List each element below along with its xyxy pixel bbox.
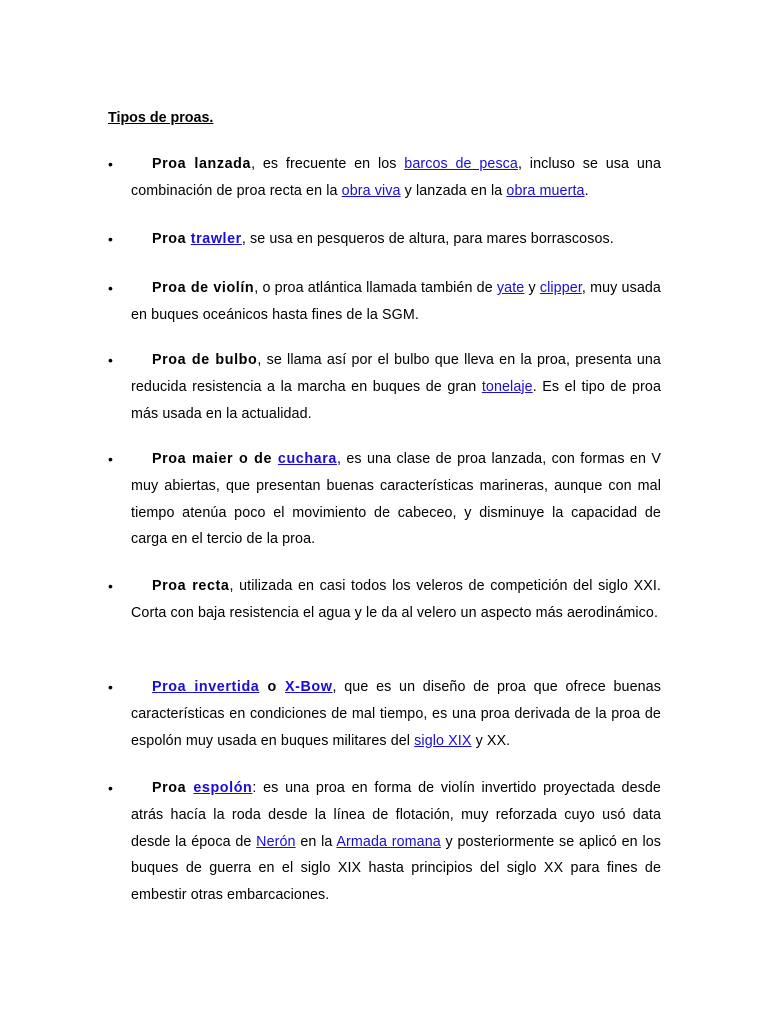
list-item-espolon bbox=[108, 775, 661, 909]
bold-text: Proa de bulbo bbox=[152, 352, 258, 368]
list-item-lanzada bbox=[108, 151, 661, 205]
bold-text: Proa recta bbox=[152, 578, 230, 594]
list-item-trawler bbox=[108, 226, 661, 253]
link-yate[interactable]: yate bbox=[496, 280, 525, 296]
list-item-text bbox=[131, 775, 661, 909]
link-trawler[interactable]: trawler bbox=[190, 231, 242, 247]
bullet-icon: • bbox=[108, 280, 113, 296]
list-item-text bbox=[131, 275, 661, 329]
list-item-text bbox=[131, 151, 661, 205]
document-title: Tipos de proas. bbox=[108, 110, 214, 126]
body-text: y bbox=[524, 280, 540, 296]
body-text: y XX. bbox=[471, 732, 511, 749]
body-text: . Es el tipo de proa más usada en la actualidad. bbox=[131, 378, 661, 422]
list-item-text bbox=[131, 226, 661, 253]
bullet-icon: • bbox=[108, 156, 113, 172]
link-obra-viva[interactable]: obra viva bbox=[341, 182, 401, 199]
list-item-text bbox=[131, 347, 661, 427]
bold-text: Proa lanzada bbox=[152, 156, 252, 172]
list-item-bulbo bbox=[108, 347, 661, 427]
list-item-maier bbox=[108, 446, 661, 553]
list-item-invertida bbox=[108, 674, 661, 754]
link-x-bow[interactable]: X-Bow bbox=[285, 679, 333, 695]
bold-text: Proa bbox=[152, 780, 194, 796]
list-item-recta bbox=[108, 573, 661, 627]
body-text: , incluso se usa una combinación de proa recta en la bbox=[131, 156, 661, 199]
link-armada-romana[interactable]: Armada romana bbox=[336, 833, 441, 850]
body-text: y lanzada en la bbox=[400, 182, 507, 199]
body-text: , se usa en pesqueros de altura, para mares borrascosos. bbox=[241, 231, 614, 247]
body-text: , es una clase de proa lanzada, con formas en V muy abiertas, que presentan buenas características marineras, aunque con mal tiempo atenúa poco el movimiento de cabeceo, y disminuye la capacidad de carga en el tercio de la proa. bbox=[131, 451, 662, 548]
bullet-icon: • bbox=[108, 578, 113, 594]
link-proa-invertida[interactable]: Proa invertida bbox=[152, 679, 260, 695]
link-espolón[interactable]: espolón bbox=[193, 780, 253, 796]
bullet-icon: • bbox=[108, 231, 113, 247]
list-item-text bbox=[131, 674, 661, 754]
body-text: , o proa atlántica llamada también de bbox=[254, 280, 497, 296]
body-text: , muy usada en buques oceánicos hasta fines de la SGM. bbox=[131, 280, 661, 323]
bullet-icon: • bbox=[108, 679, 113, 695]
link-tonelaje[interactable]: tonelaje bbox=[481, 378, 533, 395]
body-text: : es una proa en forma de violín invertido proyectada desde atrás hacía la roda desde la línea de flotación, muy reforzada cuyo usó data desde la época de bbox=[131, 780, 661, 850]
link-cuchara[interactable]: cuchara bbox=[277, 451, 337, 467]
list-item-text bbox=[131, 573, 661, 627]
list-item-text bbox=[131, 446, 661, 553]
bold-text: Proa bbox=[152, 231, 191, 247]
bullet-icon: • bbox=[108, 352, 113, 368]
body-text: . bbox=[584, 182, 589, 199]
bold-text: o bbox=[259, 679, 286, 695]
link-nerón[interactable]: Nerón bbox=[256, 833, 296, 850]
body-text: y posteriormente se aplicó en los buques de guerra en el siglo XIX hasta principios del siglo XX para fines de embestir otras embarcaciones. bbox=[131, 833, 662, 904]
bold-text: Proa maier o de bbox=[152, 451, 278, 467]
body-text: , utilizada en casi todos los veleros de competición del siglo XXI. Corta con baja resistencia el agua y le da al velero un aspecto más aerodinámico. bbox=[131, 578, 661, 621]
body-text: , es frecuente en los bbox=[251, 156, 405, 172]
link-siglo-xix[interactable]: siglo XIX bbox=[414, 732, 472, 749]
body-text: , que es un diseño de proa que ofrece buenas características en condiciones de mal tiempo, es una proa derivada de la proa de espolón muy usada en buques militares del bbox=[131, 679, 661, 749]
list-item-violin bbox=[108, 275, 661, 329]
link-barcos-de-pesca[interactable]: barcos de pesca bbox=[404, 156, 518, 172]
body-text: en la bbox=[295, 833, 337, 850]
link-clipper[interactable]: clipper bbox=[539, 280, 582, 296]
link-obra-muerta[interactable]: obra muerta bbox=[506, 182, 585, 199]
bold-text: Proa de violín bbox=[152, 280, 255, 296]
bullet-icon: • bbox=[108, 780, 113, 796]
bullet-icon: • bbox=[108, 451, 113, 467]
body-text: , se llama así por el bulbo que lleva en la proa, presenta una reducida resistencia a la marcha en buques de gran bbox=[131, 352, 661, 395]
